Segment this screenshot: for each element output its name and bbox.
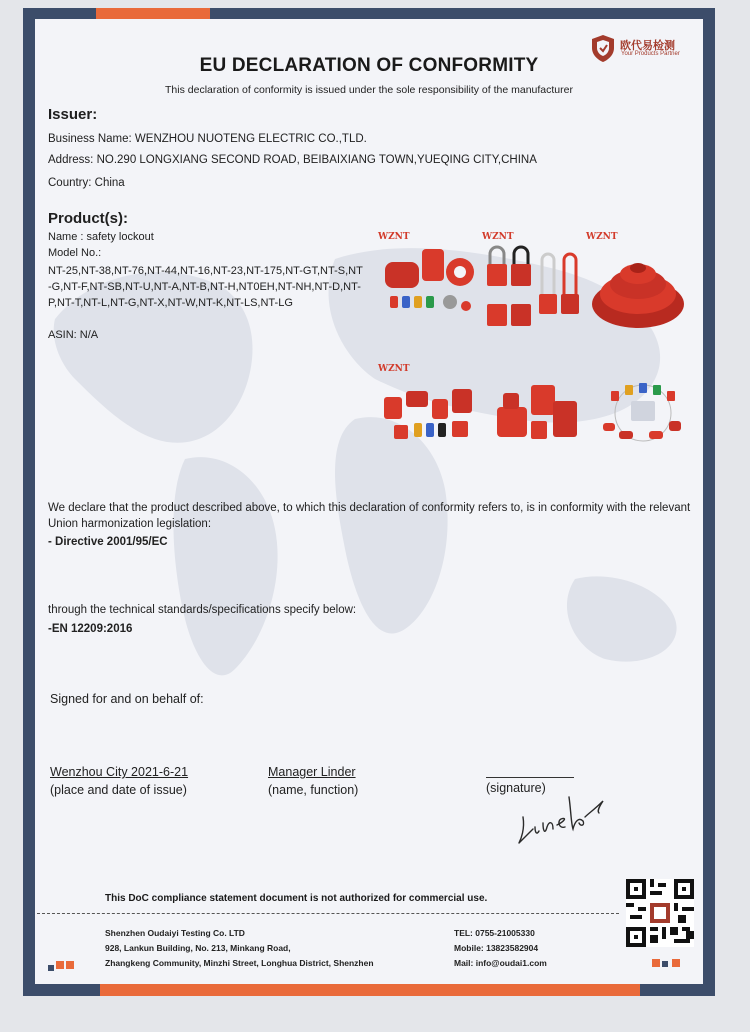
decor-square [56, 961, 64, 969]
directive: - Directive 2001/95/EC [48, 536, 168, 548]
padlock-assortment-image [595, 377, 691, 449]
business-name: Business Name: WENZHOU NUOTENG ELECTRIC CO.,TLD. [48, 133, 367, 145]
place-date: Wenzhou City 2021-6-21 [50, 765, 189, 779]
decor-square [672, 959, 680, 967]
footer-mail: Mail: info@oudai1.com [454, 958, 547, 968]
footer-address-line1: 928, Lankun Building, No. 213, Minkang Road, [105, 943, 291, 953]
circuit-breaker-lockout-image [380, 377, 478, 447]
decor-square [48, 965, 54, 971]
logo-text: 欧代易检测 [620, 39, 675, 52]
valve-lockout-image [380, 244, 478, 326]
place-date-label: (place and date of issue) [50, 783, 187, 797]
footer-divider [37, 913, 619, 914]
decor-square [652, 959, 660, 967]
logo-subtext: Your Products Partner [621, 51, 680, 57]
brand-label: WZNT [482, 232, 514, 242]
issuer-heading: Issuer: [48, 106, 98, 123]
gate-valve-lockout-image [588, 244, 688, 332]
footer-mobile: Mobile: 13823582904 [454, 943, 539, 953]
document-page [35, 19, 703, 984]
footer-contact [454, 926, 547, 971]
page-title: EU DECLARATION OF CONFORMITY [199, 55, 539, 76]
commercial-use-notice: This DoC compliance statement document is not authorized for commercial use. [105, 893, 488, 904]
handwritten-signature [513, 777, 613, 847]
decor-square [66, 961, 74, 969]
issuer-address: Address: NO.290 LONGXIANG SECOND ROAD, BEIBAIXIANG TOWN,YUEQING CITY,CHINA [48, 154, 537, 166]
name-function-label: (name, function) [268, 783, 359, 797]
products-heading: Product(s): [48, 210, 128, 227]
frame-accent-top [96, 8, 210, 19]
page-subtitle: This declaration of conformity is issued under the sole responsibility of the manufacturer [165, 84, 573, 96]
product-name: Name : safety lockout [48, 231, 154, 243]
standards-intro: through the technical standards/specifications specify below: [48, 604, 357, 616]
footer-address-line2: Zhangkeng Community, Minzhi Street, Longhua District, Shenzhen [105, 958, 374, 968]
footer-company: Shenzhen Oudaiyi Testing Co. LTD [105, 928, 245, 938]
issuer-country: Country: China [48, 177, 125, 189]
model-numbers: NT-25,NT-38,NT-76,NT-44,NT-16,NT-23,NT-175,NT-GT,NT-S,NT-G,NT-F,NT-SB,NT-U,NT-A,NT-B,NT-H,NT0EH,NT-NH,NT-D,NT-P,NT-T,NT-L,NT-G,NT-X,NT-W,NT-K,NT-LS,NT-LG [48, 265, 363, 309]
conformity-statement: We declare that the product described above, to which this declaration of conformity refers to, is in conformity with the relevant Union harmonization legislation: [48, 502, 691, 530]
standard: -EN 12209:2016 [48, 623, 133, 635]
frame-accent-bottom [100, 984, 640, 996]
qr-code[interactable] [626, 879, 694, 947]
footer-address [105, 926, 374, 971]
brand-label: WZNT [378, 364, 410, 374]
padlock-image [482, 244, 582, 332]
signature-label: (signature) [486, 781, 546, 795]
brand-label: WZNT [586, 232, 618, 242]
lockout-kit-image [491, 377, 583, 449]
model-label: Model No.: [48, 247, 102, 259]
signed-for-label: Signed for and on behalf of: [50, 692, 204, 706]
decor-square [662, 961, 668, 967]
asin: ASIN: N/A [48, 329, 99, 341]
name-function: Manager Linder [268, 765, 356, 779]
brand-label: WZNT [378, 232, 410, 242]
footer-tel: TEL: 0755-21005330 [454, 928, 535, 938]
